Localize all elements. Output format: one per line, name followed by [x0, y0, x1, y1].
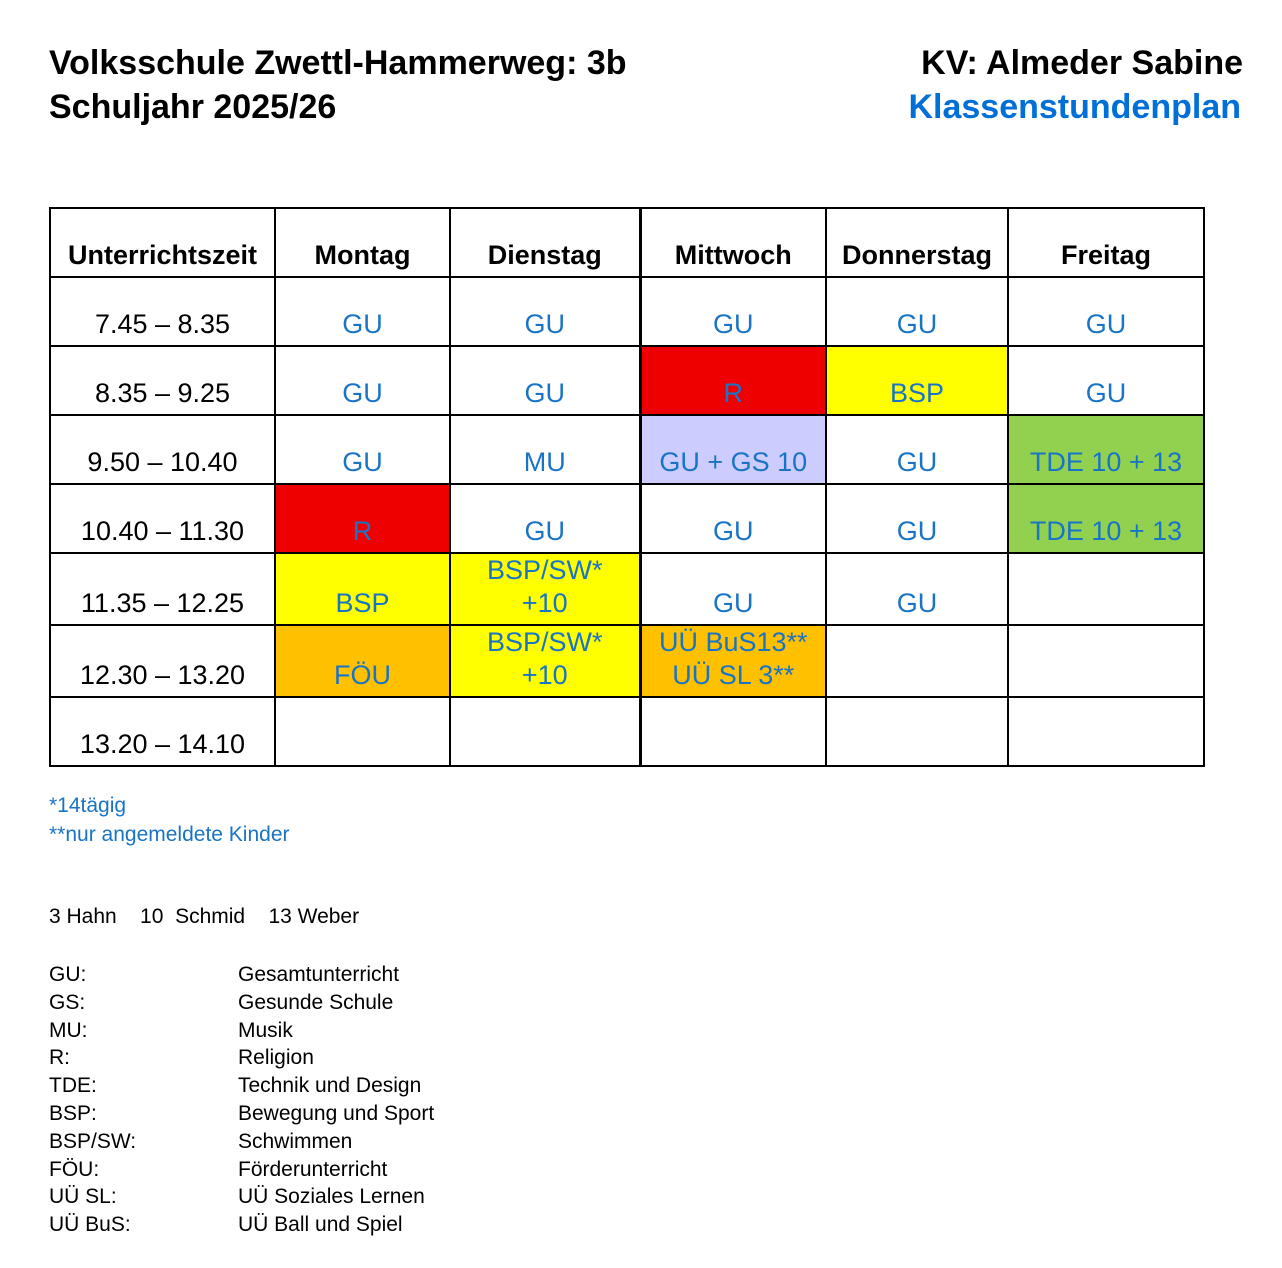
lesson-text: R — [352, 516, 373, 546]
legend-description: Bewegung und Sport — [238, 1101, 435, 1125]
timetable — [49, 207, 1205, 767]
lesson-cell-wednesday — [640, 415, 826, 484]
lesson-cell-thursday — [826, 484, 1008, 553]
legend-abbreviation: GU: — [49, 963, 87, 986]
legend-description: Musik — [238, 1018, 293, 1042]
lesson-cell-tuesday — [450, 625, 640, 697]
lesson-cell-tuesday — [450, 697, 640, 766]
lesson-text: GU — [342, 447, 383, 477]
lesson-cell-monday — [275, 625, 450, 697]
lesson-cell-wednesday — [640, 697, 826, 766]
lesson-cell-thursday — [826, 625, 1008, 697]
lesson-cell-friday — [1008, 697, 1204, 766]
table-row — [50, 553, 1204, 625]
lesson-cell-wednesday — [640, 484, 826, 553]
lesson-text: GU — [524, 516, 565, 546]
lesson-cell-tuesday — [450, 415, 640, 484]
class-teacher: KV: Almeder Sabine — [921, 44, 1243, 82]
lesson-cell-thursday — [826, 415, 1008, 484]
time-slot: 11.35 – 12.25 — [50, 553, 275, 625]
lesson-text: GU — [342, 378, 383, 408]
lesson-text: UÜ BuS13** — [658, 627, 808, 657]
timetable-header-row — [50, 208, 1204, 277]
header-friday: Freitag — [1008, 208, 1204, 277]
legend-abbreviation: BSP/SW: — [49, 1129, 137, 1153]
time-slot: 10.40 – 11.30 — [50, 484, 275, 553]
header-tuesday: Dienstag — [450, 208, 640, 277]
header-thursday: Donnerstag — [826, 208, 1008, 277]
time-slot: 12.30 – 13.20 — [50, 625, 275, 697]
lesson-text: TDE 10 + 13 — [1029, 447, 1183, 477]
lesson-text: BSP — [335, 588, 390, 618]
lesson-cell-friday — [1008, 277, 1204, 346]
lesson-text: +10 — [521, 588, 568, 618]
header-time: Unterrichtszeit — [50, 208, 275, 277]
lesson-text: GU — [1085, 309, 1127, 339]
lesson-text: FÖU — [334, 660, 391, 690]
legend-description: Gesunde Schule — [238, 990, 394, 1014]
lesson-cell-tuesday — [450, 277, 640, 346]
lesson-text: +10 — [521, 660, 568, 690]
lesson-text: GU — [713, 309, 754, 339]
legend-abbreviation: UÜ BuS: — [49, 1213, 131, 1237]
table-row — [50, 277, 1204, 346]
lesson-cell-monday — [275, 277, 450, 346]
header-monday: Montag — [275, 208, 450, 277]
time-slot: 13.20 – 14.10 — [50, 697, 275, 766]
legend-abbreviation: BSP: — [49, 1101, 97, 1125]
lesson-cell-monday — [275, 415, 450, 484]
table-row — [50, 484, 1204, 553]
time-slot: 9.50 – 10.40 — [50, 415, 275, 484]
lesson-text: UÜ SL 3** — [672, 660, 795, 690]
lesson-cell-thursday — [826, 553, 1008, 625]
table-row — [50, 415, 1204, 484]
legend-abbreviation: MU: — [49, 1018, 88, 1042]
lesson-cell-friday — [1008, 484, 1204, 553]
lesson-cell-tuesday — [450, 346, 640, 415]
legend-description: UÜ Soziales Lernen — [238, 1185, 425, 1209]
lesson-text: R — [723, 378, 743, 408]
legend-description: Gesamtunterricht — [238, 963, 400, 986]
lesson-cell-thursday — [826, 697, 1008, 766]
lesson-text: GU + GS 10 — [659, 447, 808, 477]
lesson-cell-monday — [275, 553, 450, 625]
lesson-text: GU — [713, 588, 754, 618]
header-wednesday: Mittwoch — [640, 208, 826, 277]
lesson-text: GU — [896, 309, 938, 339]
lesson-text: GU — [713, 516, 754, 546]
legend-abbreviation: R: — [49, 1046, 70, 1070]
lesson-cell-wednesday — [640, 277, 826, 346]
table-row — [50, 697, 1204, 766]
lesson-cell-monday — [275, 484, 450, 553]
legend-abbreviation: FÖU: — [49, 1157, 100, 1181]
legend-description: UÜ Ball und Spiel — [238, 1213, 403, 1237]
lesson-cell-friday — [1008, 415, 1204, 484]
school-year: Schuljahr 2025/26 — [49, 88, 337, 126]
legend-description: Schwimmen — [238, 1129, 353, 1153]
lesson-cell-tuesday — [450, 484, 640, 553]
table-row — [50, 346, 1204, 415]
lesson-text: BSP/SW* — [486, 627, 603, 657]
legend-abbreviation: TDE: — [49, 1074, 97, 1098]
footnote-registered: **nur angemeldete Kinder — [49, 823, 290, 846]
lesson-cell-tuesday — [450, 553, 640, 625]
lesson-cell-thursday — [826, 277, 1008, 346]
lesson-text: GU — [896, 588, 938, 618]
lesson-text: GU — [896, 516, 938, 546]
lesson-text: GU — [524, 378, 565, 408]
lesson-text: MU — [523, 447, 566, 477]
school-title: Volksschule Zwettl-Hammerweg: 3b — [49, 44, 627, 82]
lesson-cell-wednesday — [640, 553, 826, 625]
lesson-text: GU — [896, 447, 938, 477]
lesson-cell-monday — [275, 697, 450, 766]
plan-title: Klassenstundenplan — [908, 88, 1241, 126]
lesson-text: TDE 10 + 13 — [1029, 516, 1183, 546]
legend-description: Förderunterricht — [238, 1157, 388, 1181]
lesson-cell-friday — [1008, 553, 1204, 625]
lesson-text: GU — [1085, 378, 1127, 408]
time-slot: 8.35 – 9.25 — [50, 346, 275, 415]
lesson-text: GU — [524, 309, 565, 339]
lesson-text: BSP/SW* — [486, 555, 603, 585]
legend-abbreviation: UÜ SL: — [49, 1185, 117, 1209]
lesson-text: GU — [342, 309, 383, 339]
time-slot: 7.45 – 8.35 — [50, 277, 275, 346]
lesson-cell-wednesday — [640, 346, 826, 415]
lesson-cell-friday — [1008, 625, 1204, 697]
lesson-text: BSP — [889, 378, 945, 408]
lesson-cell-monday — [275, 346, 450, 415]
lesson-cell-thursday — [826, 346, 1008, 415]
teacher-list: 3 Hahn 10 Schmid 13 Weber — [49, 905, 360, 928]
legend-description: Technik und Design — [238, 1074, 422, 1098]
footnote-biweekly: *14tägig — [49, 794, 127, 817]
lesson-cell-wednesday — [640, 625, 826, 697]
legend-abbreviation: GS: — [49, 990, 86, 1014]
table-row — [50, 625, 1204, 697]
lesson-cell-friday — [1008, 346, 1204, 415]
legend-description: Religion — [238, 1046, 314, 1070]
